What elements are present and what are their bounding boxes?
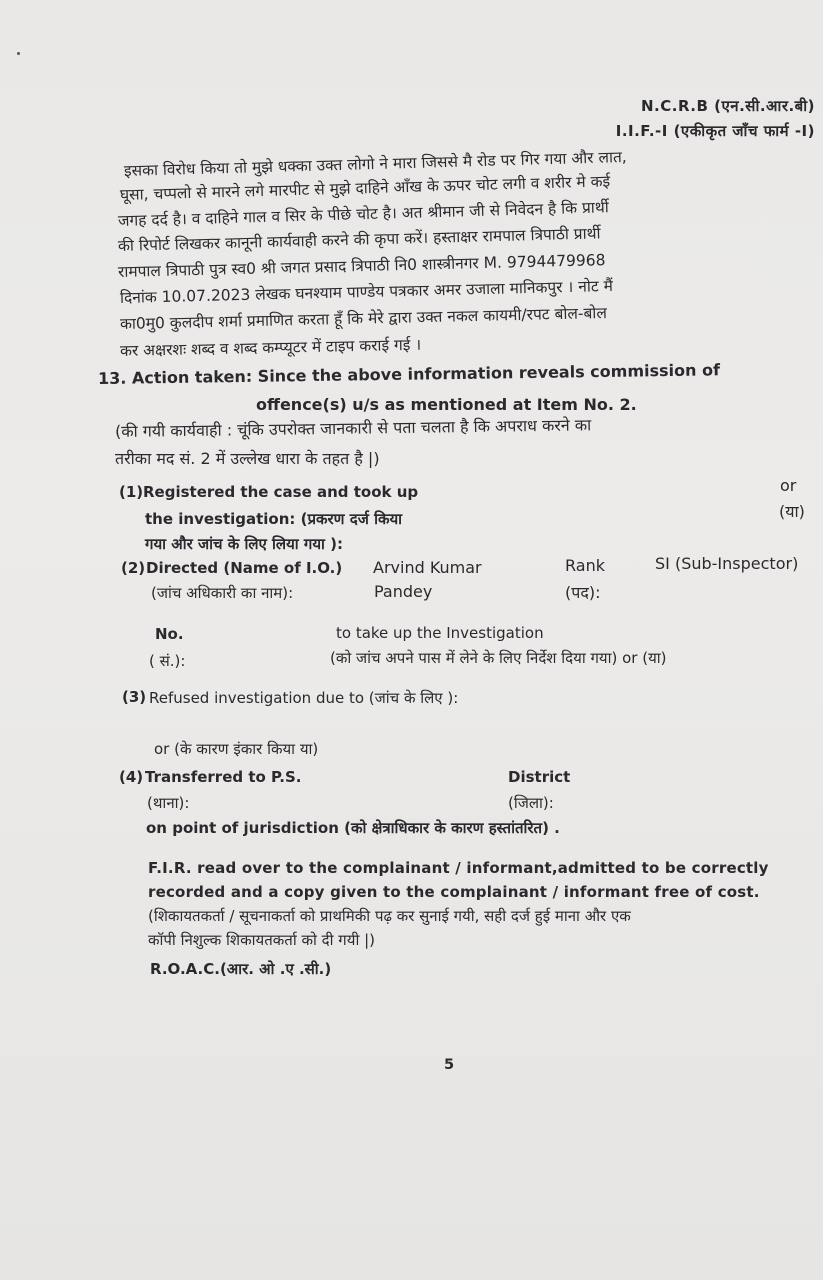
- paper-mark: [17, 52, 20, 55]
- header-ncrb: N.C.R.B (एन.सी.आर.बी): [640, 97, 815, 115]
- narrative-line: इसका विरोध किया तो मुझे धक्का उक्त लोगो ने मारा जिससे मै रोड पर गिर गया और लात,: [123, 147, 627, 180]
- item-3-number: (3): [122, 688, 147, 706]
- district-label: District: [508, 768, 571, 786]
- fir-statement: F.I.R. read over to the complainant / informant,admitted to be correctly: [148, 859, 769, 877]
- header-form-id: I.I.F.-I (एकीकृत जाँच फार्म -I): [615, 122, 815, 140]
- no-label: No.: [155, 625, 184, 643]
- jurisdiction-line: on point of jurisdiction (को क्षेत्राधिकार के कारण हस्तांतरित) .: [146, 819, 560, 837]
- narrative-line: रामपाल त्रिपाठी पुत्र स्व0 श्री जगत प्रसाद त्रिपाठी नि0 शास्त्रीनगर M. 9794479968: [117, 251, 606, 281]
- item-2-label-hindi: (जांच अधिकारी का नाम):: [151, 584, 294, 602]
- item-3-refused: or (के कारण इंकार किया या): [154, 740, 319, 758]
- io-name-last: Pandey: [374, 582, 433, 601]
- narrative-line: घूसा, चप्पलो से मारने लगे मारपीट से मुझे दाहिने आँख के ऊपर चोट लगी व शरीर मे कई: [119, 172, 611, 204]
- take-up-investigation: to take up the Investigation: [336, 624, 544, 642]
- item-1-label-hindi: गया और जांच के लिए लिया गया ):: [145, 535, 344, 553]
- item-3-label: Refused investigation due to (जांच के लिए ):: [149, 689, 459, 707]
- page-number: 5: [444, 1057, 455, 1073]
- item-2-number: (2): [121, 559, 146, 577]
- narrative-line: का0मु0 कुलदीप शर्मा प्रमाणित करता हूँ कि मेरे द्वारा उक्त नकल कायमी/रपट बोल-बोल: [119, 303, 608, 333]
- item-2-label: Directed (Name of I.O.): [146, 559, 343, 577]
- narrative-line: की रिपोर्ट लिखकर कानूनी कार्यवाही करने की कृपा करें। हस्ताक्षर रामपाल त्रिपाठी प्रार्थी: [117, 224, 601, 255]
- item-1-label: Registered the case and took up: [143, 483, 419, 501]
- no-label-hindi: ( सं.):: [149, 652, 186, 670]
- section-13-title-cont: offence(s) u/s as mentioned at Item No. 2.: [256, 395, 637, 414]
- section-13-hindi-cont: तरीका मद सं. 2 में उल्लेख धारा के तहत है |): [115, 449, 380, 468]
- rank-value: SI (Sub-Inspector): [655, 554, 799, 573]
- fir-statement-hindi-cont: कॉपी निशुल्क शिकायतकर्ता को दी गयी |): [148, 931, 376, 949]
- item-1-label-cont: the investigation: (प्रकरण दर्ज किया: [145, 510, 403, 528]
- narrative-line: कर अक्षरशः शब्द व शब्द कम्प्यूटर में टाइप कराई गई ।: [119, 335, 422, 360]
- io-name-first: Arvind Kumar: [373, 558, 482, 577]
- narrative-line: जगह दर्द है। व दाहिने गाल व सिर के पीछे चोट है। अत श्रीमान जी से निवेदन है कि प्रार्थी: [117, 198, 609, 230]
- roac-label: R.O.A.C.(आर. ओ .ए .सी.): [150, 960, 332, 978]
- section-13-title: 13. Action taken: Since the above information reveals commission of: [97, 360, 721, 388]
- fir-statement-cont: recorded and a copy given to the complainant / informant free of cost.: [148, 883, 760, 901]
- item-1-ya: (या): [779, 502, 805, 521]
- district-label-hindi: (जिला):: [508, 794, 554, 812]
- fir-statement-hindi: (शिकायतकर्ता / सूचनाकर्ता को प्राथमिकी पढ़ कर सुनाई गयी, सही दर्ज हुई माना और एक: [148, 907, 631, 925]
- narrative-line: दिनांक 10.07.2023 लेखक घनश्याम पाण्डेय पत्रकार अमर उजाला मानिकपुर । नोट मैं: [119, 276, 614, 307]
- section-13-hindi: (की गयी कार्यवाही : चूंकि उपरोक्त जानकारी से पता चलता है कि अपराध करने का: [114, 415, 592, 441]
- item-1-or: or: [780, 476, 797, 495]
- item-4-label-hindi: (थाना):: [147, 794, 190, 812]
- take-up-investigation-hindi: (को जांच अपने पास में लेने के लिए निर्देश दिया गया) or (या): [330, 649, 667, 667]
- item-1-number: (1): [119, 483, 144, 501]
- item-4-label: Transferred to P.S.: [145, 768, 302, 786]
- rank-label: Rank: [565, 556, 605, 575]
- item-4-number: (4): [119, 768, 144, 786]
- rank-label-hindi: (पद):: [565, 583, 601, 602]
